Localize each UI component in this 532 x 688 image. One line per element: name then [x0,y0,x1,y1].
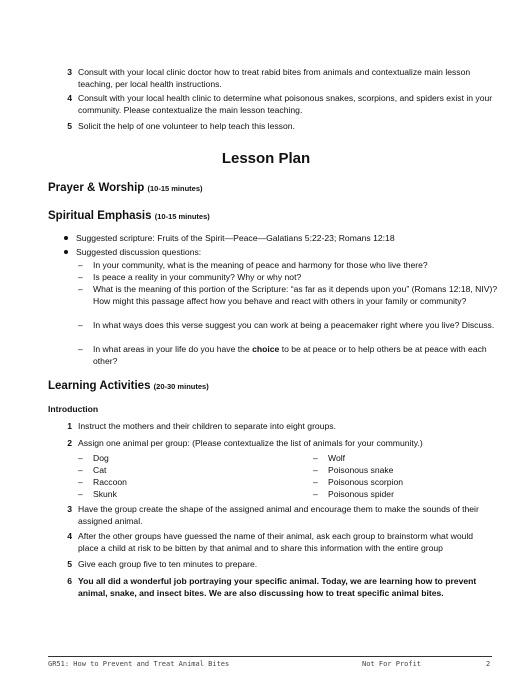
dash-icon: – [313,465,318,475]
item-text: Solicit the help of one volunteer to help teach this lesson. [78,121,295,131]
step-text: Instruct the mothers and their children to separate into eight groups. [78,421,336,431]
dash-icon: – [78,465,83,475]
question-text: What is the meaning of this portion of the Scripture: “as far as it depends upon you” (Romans 12:18, NIV)? How might this passage affect how you behave and react with others in your family or community? [93,284,498,306]
heading-duration: (10-15 minutes) [147,184,203,193]
step-number: 1 [67,421,72,431]
step-text: Give each group five to ten minutes to prepare. [78,559,258,569]
animal-name: Wolf [328,453,346,463]
step-number: 2 [67,438,72,448]
dash-icon: – [313,477,318,487]
item-number: 3 [67,67,72,77]
animal-name: Cat [93,465,107,475]
question-text [93,343,498,367]
step-number: 5 [67,559,72,569]
question-text: In your community, what is the meaning of peace and harmony for those who live there? [93,260,428,270]
heading-duration: (20-30 minutes) [153,382,209,391]
dash-icon: – [78,489,83,499]
footer-divider [48,656,492,657]
footer-title: GR51: How to Prevent and Treat Animal Bites [48,660,230,668]
dash-icon: – [78,344,83,354]
item-text: Consult with your local health clinic to determine what poisonous snakes, scorpions, and spiders exist in your community. Please contextualize the main lesson teaching. [78,93,493,115]
bullet-text: Suggested scripture: Fruits of the Spirit—Peace—Galatians 5:22-23; Romans 12:18 [76,233,395,243]
step-text: Assign one animal per group: (Please contextualize the list of animals for your community.) [78,438,423,448]
animal-name: Skunk [93,489,117,499]
question-text-part: to be at peace or to help others be at peace with each other? [93,344,487,366]
dash-icon: – [78,260,83,270]
question-emphasis: choice [252,344,280,354]
dash-icon: – [78,272,83,282]
page-number: 2 [486,660,491,668]
dash-icon: – [78,477,83,487]
introduction-label: Introduction [48,404,99,414]
footer-notice: Not For Profit [362,660,422,668]
step-text: Have the group create the shape of the assigned animal and encourage them to make the sounds of their assigned animal. [78,504,479,526]
dash-icon: – [78,453,83,463]
dash-icon: – [78,320,83,330]
animal-name: Poisonous snake [328,465,394,475]
bullet-text: Suggested discussion questions: [76,247,202,257]
step-number: 4 [67,531,72,541]
item-number: 4 [67,93,72,103]
animal-name: Poisonous scorpion [328,477,404,487]
heading-text: Spiritual Emphasis [48,210,152,222]
item-number: 5 [67,121,72,131]
heading-duration: (10-15 minutes) [154,212,210,221]
question-text: Is peace a reality in your community? Why or why not? [93,272,302,282]
dash-icon: – [313,453,318,463]
bullet-dot-icon [64,236,68,240]
dash-icon: – [78,284,83,294]
page-title: Lesson Plan [221,150,311,167]
step-text: After the other groups have guessed the name of their animal, ask each group to brainstorm what would place a child at risk to be bitten by that animal and to share this information with the entire group [78,531,474,553]
animal-name: Dog [93,453,109,463]
prayer-heading [48,182,203,194]
animal-name: Poisonous spider [328,489,394,499]
heading-text: Learning Activities [48,380,151,392]
bullet-dot-icon [64,250,68,254]
dash-icon: – [313,489,318,499]
question-text-part: In what areas in your life do you have the [93,344,253,354]
step-number: 3 [67,504,72,514]
question-text: In what ways does this verse suggest you can work at being a peacemaker right where you live? Discuss. [93,320,495,330]
step-text: You all did a wonderful job portraying your specific animal. Today, we are learning how to prevent animal, snake, and insect bites. We are also discussing how to treat specific animal bites. [78,576,477,598]
step-number: 6 [67,576,72,586]
animal-name: Raccoon [93,477,127,487]
learning-heading [48,380,209,392]
spiritual-heading [48,210,210,222]
item-text: Consult with your local clinic doctor how to treat rabid bites from animals and contextualize main lesson teaching, per local health instructions. [78,67,471,89]
heading-text: Prayer & Worship [48,182,145,194]
